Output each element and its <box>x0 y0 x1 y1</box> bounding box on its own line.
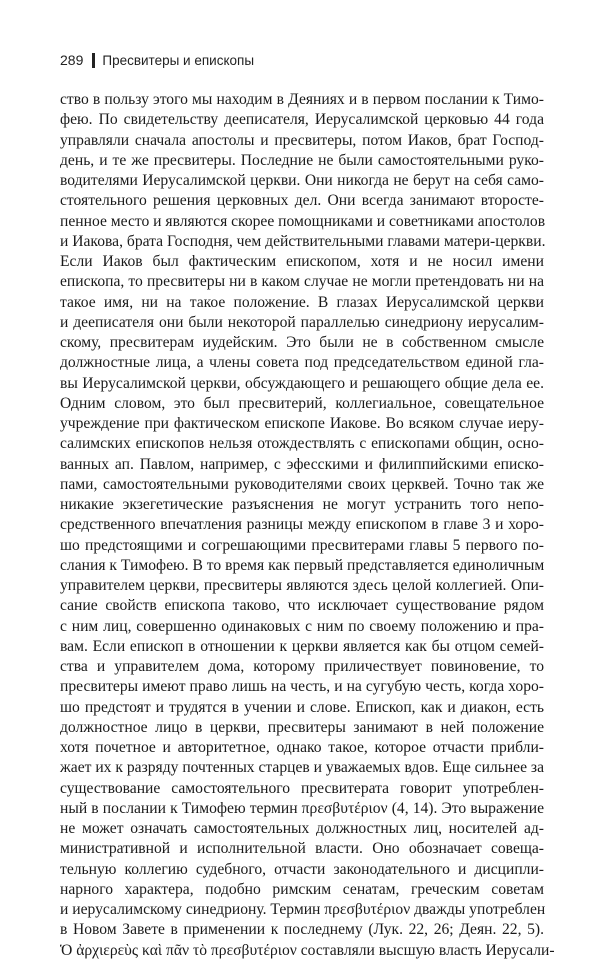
text-line: салимских епископов нельзя отождествлять с епископами общин, осно- <box>60 435 544 453</box>
text-line: учреждение при фактическом епископе Иакове. Во всяком случае иеру- <box>60 415 544 432</box>
text-line: пенное место и являются скорее помощниками и советниками апостолов <box>60 212 546 230</box>
text-line: с ним лиц, совершенно одинаковых с ним по своему положению и пра- <box>60 617 544 635</box>
text-line: ство в пользу этого мы находим в Деяниях и в первом послании к Тимо- <box>60 91 544 108</box>
text-line: пресвитеры имеют право лишь на честь, и на сугубую честь, когда хоро- <box>60 678 544 696</box>
text-line: должностное лицо в церкви, пресвитеры занимают в ней положение <box>60 718 544 736</box>
text-line: хотя почетное и авторитетное, однако такое, которое отчасти прибли- <box>60 739 544 756</box>
text-line: день, и те же пресвитеры. Последние не были самостоятельными руко- <box>60 151 544 169</box>
page-number: 289 <box>60 52 84 68</box>
text-line: пами, самостоятельными руководителями своих церквей. Точно так же <box>60 475 544 493</box>
text-line: не может означать самостоятельных должностных лиц, носителей ад- <box>60 820 544 837</box>
text-line: управителем церкви, пресвитеры являются здесь целой коллегией. Опи- <box>60 577 544 594</box>
text-line: нарного характера, подобно римским сенатам, греческим советам <box>60 880 544 898</box>
text-line: управляли сначала апостолы и пресвитеры, потом Иаков, брат Господ- <box>60 131 544 149</box>
text-line: Одним словом, это был пресвитерий, коллегиальное, совещательное <box>60 394 544 412</box>
running-title: Пресвитеры и епископы <box>102 52 255 68</box>
text-line: стоятельного решения церковных дел. Они всегда занимают второсте- <box>60 192 544 210</box>
text-line: ства и управителем дома, которому приличествует повиновение, то <box>60 658 544 675</box>
text-line: слания к Тимофею. В то время как первый представляется единоличным <box>60 556 545 574</box>
text-line: жает их к разряду почтенных старцев и уважаемых вдов. Еще сильнее за <box>60 759 544 777</box>
text-line: Ὁ ἀρχιερεὺς καὶ πᾶν τὸ πρεσβυτέριον составляли высшую власть Иерусали- <box>60 941 555 959</box>
text-line: средственного впечатления разницы между епископом в главе 3 и хоро- <box>60 516 544 534</box>
text-line: и деeписателя они были некоторой параллелью синедриону иерусалим- <box>60 313 544 331</box>
text-line: существование самостоятельного пресвитерата говорит употреблен- <box>60 779 544 797</box>
header-separator-bar <box>92 53 95 68</box>
running-head <box>60 50 254 70</box>
text-line: ванных ап. Павлом, например, с эфесскими и филиппийскими еписко- <box>60 455 544 473</box>
text-line: скому, пресвитерам иудейским. Это были не в собственном смысле <box>60 334 544 351</box>
text-line: и Иакова, брата Господня, чем действительными главами матери-церкви. <box>60 232 546 250</box>
text-line: шо предстоящими и согрешающими пресвитерами главы 5 первого по- <box>60 536 544 554</box>
text-line: вы Иерусалимской церкви, обсуждающего и решающего общие дела ее. <box>60 374 544 392</box>
body-text <box>60 90 555 961</box>
text-line: ный в послании к Тимофею термин πρεσβυτέριον (4, 14). Это выражение <box>60 799 544 817</box>
text-line: шо предстоят и трудятся в учении и слове. Епископ, как и диакон, есть <box>60 698 544 716</box>
text-line: министративной и исполнительной власти. Оно обозначает совеща- <box>60 840 544 858</box>
text-line: и иерусалимскому синедриону. Термин πρεσβυτέριον дважды употреблен <box>60 901 546 918</box>
text-line: вам. Если епископ в отношении к церкви является как бы отцом семей- <box>60 637 544 655</box>
text-line: должностные лица, а члены совета под председательством единой гла- <box>60 354 544 372</box>
text-line: никакие экзегетические разъяснения не могут устранить того непо- <box>60 496 544 513</box>
text-line: в Новом Завете в применении к последнему (Лук. 22, 26; Деян. 22, 5). <box>60 921 544 939</box>
text-line: водителями Иерусалимской церкви. Они никогда не берут на себя само- <box>60 172 544 189</box>
text-line: епископа, то пресвитеры ни в каком случае не могли претендовать ни на <box>60 273 544 291</box>
text-line: такое имя, ни на такое положение. В глазах Иерусалимской церкви <box>60 293 544 311</box>
text-line: сание свойств епископа таково, что исключает существование рядом <box>60 597 544 615</box>
text-line: фею. По свидетельству деeписателя, Иерусалимской церковью 44 года <box>60 111 544 129</box>
text-line: Если Иаков был фактическим епископом, хотя и не носил имени <box>60 253 544 270</box>
text-line: тельную коллегию судебного, отчасти законодательного и дисципли- <box>60 860 544 878</box>
